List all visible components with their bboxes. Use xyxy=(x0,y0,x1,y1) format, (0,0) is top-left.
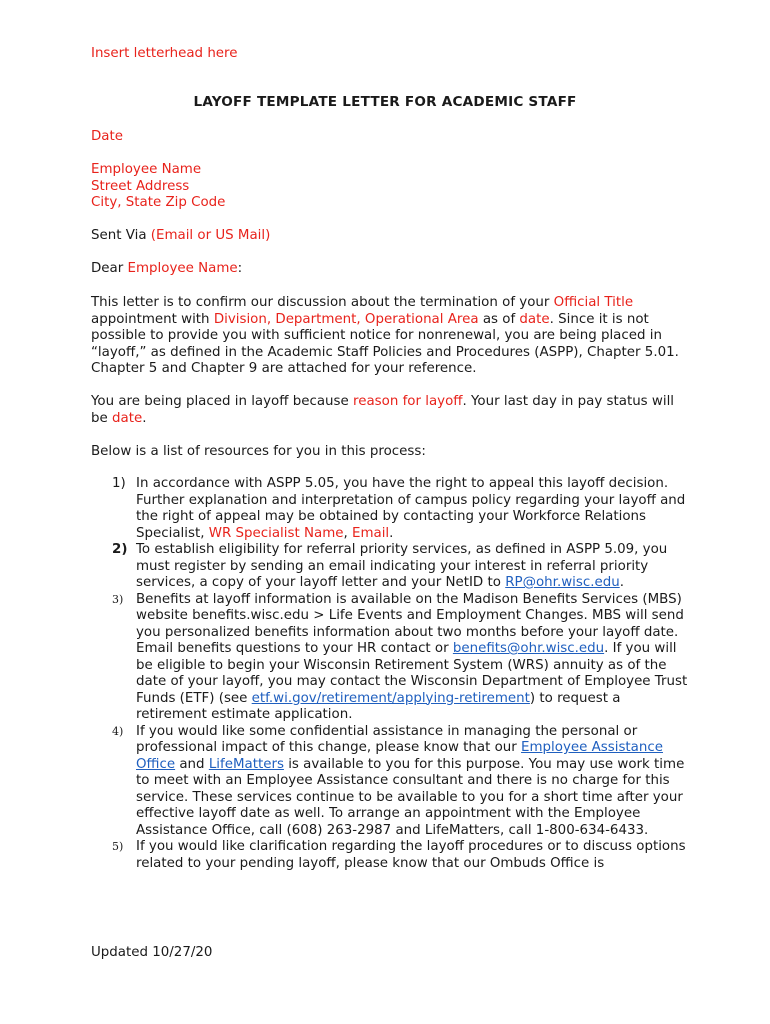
specialist-name-placeholder: WR Specialist Name xyxy=(208,525,344,541)
list-item-number: 1) xyxy=(112,476,126,491)
list-item-text: Benefits at layoff information is available on the Madison Benefits Services (MBS) website benefits.wisc.edu > Life Events and Employment Changes. MBS will send you personalized benefits information about two months before your layoff date. Email benefits questions to your HR contact or xyxy=(136,591,684,656)
salutation-prefix: Dear xyxy=(91,261,128,276)
list-item-text: , xyxy=(343,525,352,541)
resources-list xyxy=(91,476,691,872)
sent-via-label: Sent Via xyxy=(91,228,151,243)
sent-via-line xyxy=(91,228,691,245)
letter-title: LAYOFF TEMPLATE LETTER FOR ACADEMIC STAFF xyxy=(193,94,577,110)
list-item xyxy=(91,839,691,872)
list-item xyxy=(91,592,691,724)
rp-email-link[interactable]: RP@ohr.wisc.edu xyxy=(505,575,620,590)
footer-updated: Updated 10/27/20 xyxy=(91,945,213,960)
list-item-text: To establish eligibility for referral priority services, as defined in ASPP 5.09, you must register by sending an email indicating your interest in referral priority services, a copy of your layoff letter and your NetID to xyxy=(136,542,668,590)
employee-assistance-office-link[interactable]: Employee Assistance Office xyxy=(136,740,663,772)
list-item-text: is available to you for this purpose. You may use work time to meet with an Employee Assistance consultant and there is no charge for this service. These services continue to be available to you for a short time after your effective layoff date as well. To arrange an appointment with the Employee Assistance Office, call (608) 263-2987 and LifeMatters, call 1-800-634-6433. xyxy=(136,756,685,838)
list-item-text: and xyxy=(175,756,209,772)
lifematters-link[interactable]: LifeMatters xyxy=(208,756,284,772)
recipient-name: Employee Name xyxy=(91,162,202,177)
benefits-email-link[interactable]: benefits@ohr.wisc.edu xyxy=(452,641,605,656)
division-placeholder: Division, Department, Operational Area xyxy=(213,311,479,327)
list-item xyxy=(91,476,691,542)
recipient-city: City, State Zip Code xyxy=(91,195,226,210)
salutation-name: Employee Name xyxy=(127,261,238,276)
specialist-email-placeholder: Email xyxy=(352,525,390,541)
confirmation-paragraph xyxy=(91,295,691,378)
etf-retirement-link[interactable]: etf.wi.gov/retirement/applying-retirement xyxy=(251,690,530,706)
para1-text-1: This letter is to confirm our discussion about the termination of your xyxy=(91,295,554,310)
termination-date-placeholder: date xyxy=(519,311,550,327)
para2-text-3: . xyxy=(142,410,147,426)
list-item-number: 3) xyxy=(112,592,124,606)
letterhead-placeholder: Insert letterhead here xyxy=(91,46,238,61)
salutation-suffix: : xyxy=(237,261,243,276)
list-item-number: 5) xyxy=(112,840,124,853)
list-item-text: If you would like some confidential assistance in managing the personal or professional impact of this change, please know that our xyxy=(136,723,638,755)
list-item-text: ) to request a retirement estimate application. xyxy=(136,690,621,722)
last-day-placeholder: date xyxy=(112,410,143,426)
list-item-text: . xyxy=(389,525,394,541)
reason-placeholder: reason for layoff xyxy=(353,394,463,409)
para1-text-2: appointment with xyxy=(91,311,214,327)
para2-text-2: . Your last day in pay status will be xyxy=(91,394,675,426)
list-item-text: If you would like clarification regarding the layoff procedures or to discuss options related to your pending layoff, please know that our Ombuds Office is xyxy=(136,839,686,871)
official-title-placeholder: Official Title xyxy=(553,295,634,310)
list-item-text: In accordance with ASPP 5.05, you have the right to appeal this layoff decision. Further explanation and interpretation of campus policy regarding your layoff and the right of appeal may be obtained by contacting your Workforce Relations Specialist, xyxy=(136,476,686,541)
list-item-text: . xyxy=(619,575,624,590)
para2-text-1: You are being placed in layoff because xyxy=(91,394,353,409)
letter-date: Date xyxy=(91,129,124,144)
resources-intro: Below is a list of resources for you in this process: xyxy=(91,444,426,459)
para1-text-3: as of xyxy=(478,311,520,327)
list-item-number: 2) xyxy=(112,542,128,557)
layoff-reason-paragraph xyxy=(91,394,691,427)
salutation xyxy=(91,261,691,278)
sent-via-method: (Email or US Mail) xyxy=(150,228,271,243)
list-item xyxy=(91,724,691,840)
list-item-number: 4) xyxy=(112,724,124,738)
list-item xyxy=(91,542,691,592)
recipient-address xyxy=(91,162,691,212)
para1-text-4: . Since it is not possible to provide you with sufficient notice for nonrenewal, you are being placed in “layoff,” as defined in the Academic Staff Policies and Procedures (ASPP), Chapter 5.01. Chapter 5 and Chapter 9 are attached for your reference. xyxy=(91,311,679,376)
recipient-street: Street Address xyxy=(91,178,190,194)
list-item-text: . If you will be eligible to begin your Wisconsin Retirement System (WRS) annuity as of the date of your layoff, you may contact the Wisconsin Department of Employee Trust Funds (ETF) (see xyxy=(136,641,688,706)
